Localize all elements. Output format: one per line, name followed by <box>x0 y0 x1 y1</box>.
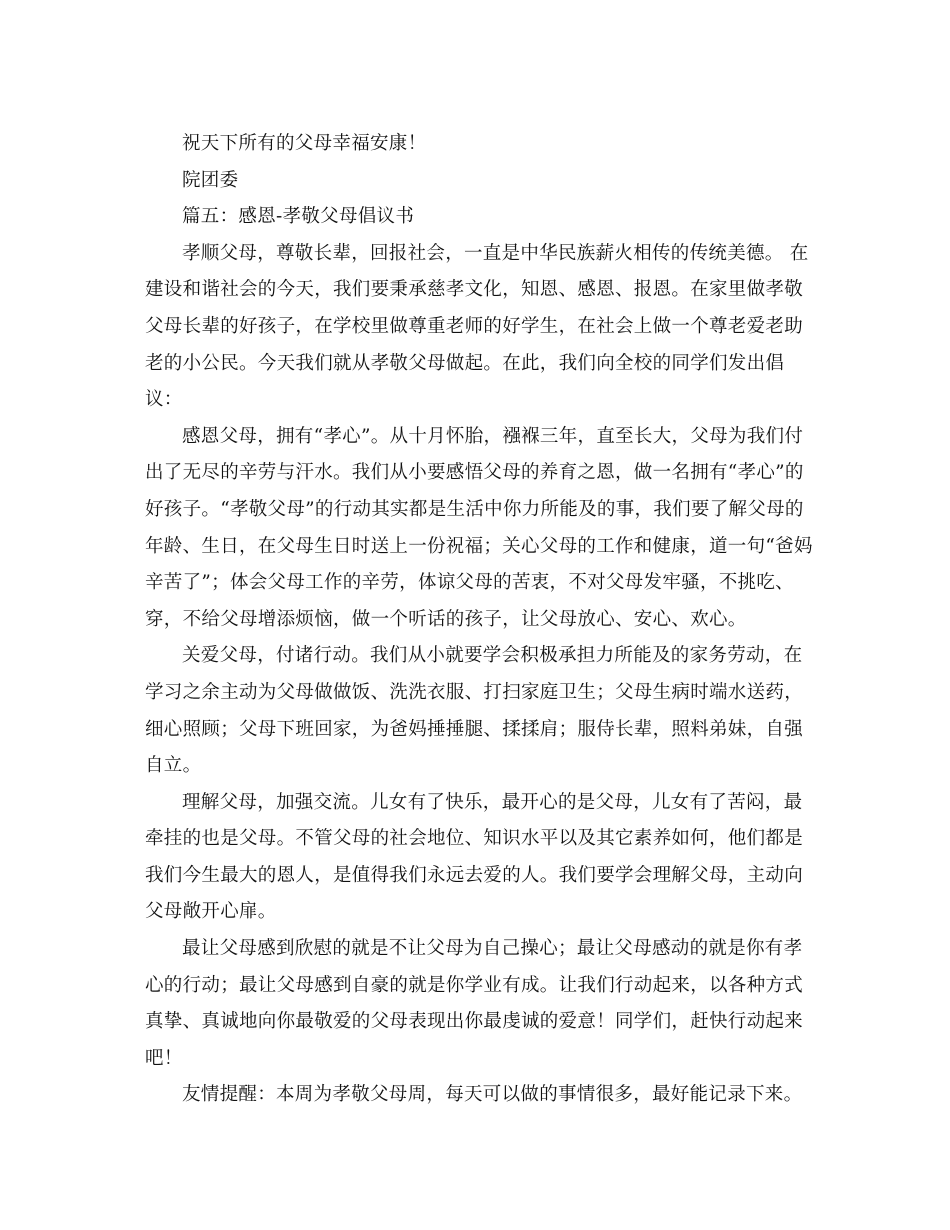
paragraph-line: 父母敞开心扉。 <box>145 901 277 923</box>
paragraph-line: 关爱父母，付诸行动。我们从小就要学会积极承担力所能及的家务劳动，在 <box>182 645 803 667</box>
paragraph-3 <box>145 638 805 784</box>
document-body <box>145 126 813 1114</box>
paragraph-2 <box>145 419 813 639</box>
paragraph-line: 穿，不给父母增添烦恼，做一个听话的孩子，让父母放心、安心、欢心。 <box>145 608 747 630</box>
paragraph-line: 牵挂的也是父母。不管父母的社会地位、知识水平以及其它素养如何，他们都是 <box>145 828 804 850</box>
paragraph-1 <box>145 236 809 419</box>
paragraph-line: 年龄、生日，在父母生日时送上一份祝福；关心父母的工作和健康，道一句“爸妈 <box>145 535 813 557</box>
paragraph-line: 好孩子。“孝敬父母”的行动其实都是生活中你力所能及的事，我们要了解父母的 <box>145 498 804 520</box>
paragraph-4 <box>145 785 805 931</box>
closing-wish: 祝天下所有的父母幸福安康！ <box>182 133 427 154</box>
paragraph-line: 孝顺父母，尊敬长辈，回报社会，一直是中华民族薪火相传的传统美德。 在 <box>182 242 809 264</box>
paragraph-line: 学习之余主动为父母做做饭、洗洗衣服、打扫家庭卫生；父母生病时端水送药， <box>145 681 804 703</box>
paragraph-line: 老的小公民。今天我们就从孝敬父母做起。在此，我们向全校的同学们发出倡 <box>145 352 785 374</box>
paragraph-line: 心的行动；最让父母感到自豪的就是你学业有成。让我们行动起来，以各种方式 <box>145 974 804 996</box>
paragraph-5 <box>145 931 805 1077</box>
paragraph-line: 辛苦了”；体会父母工作的辛劳，体谅父母的苦衷，不对父母发牢骚，不挑吃、 <box>145 572 794 594</box>
paragraph-line: 吧！ <box>145 1047 183 1069</box>
paragraph-line: 细心照顾；父母下班回家，为爸妈捶捶腿、揉揉肩；服侍长辈，照料弟妹，自强 <box>145 718 804 740</box>
paragraph-line: 最让父母感到欣慰的就是不让父母为自己操心；最让父母感动的就是你有孝 <box>182 938 803 960</box>
paragraph-line: 父母长辈的好孩子，在学校里做尊重老师的好学生，在社会上做一个尊老爱老助 <box>145 315 804 337</box>
paragraph-line: 议： <box>145 389 183 411</box>
paragraph-line: 理解父母，加强交流。儿女有了快乐，最开心的是父母，儿女有了苦闷，最 <box>182 791 803 813</box>
paragraph-6 <box>145 1077 805 1114</box>
signature: 院团委 <box>182 169 239 191</box>
paragraph-line: 建设和谐社会的今天，我们要秉承慈孝文化，知恩、感恩、报恩。在家里做孝敬 <box>145 279 804 301</box>
paragraph-line: 自立。 <box>145 755 202 777</box>
paragraph-line: 真挚、真诚地向你最敬爱的父母表现出你最虔诚的爱意！同学们，赶快行动起来 <box>145 1011 804 1033</box>
paragraph-line: 友情提醒：本周为孝敬父母周，每天可以做的事情很多，最好能记录下来。 <box>182 1084 803 1106</box>
paragraph-line: 出了无尽的辛劳与汗水。我们从小要感悟父母的养育之恩，做一名拥有“孝心”的 <box>145 462 804 484</box>
section-title: 篇五：感恩-孝敬父母倡议书 <box>182 206 415 228</box>
paragraph-line: 感恩父母，拥有“孝心”。从十月怀胎，襁褓三年，直至长大，父母为我们付 <box>182 425 804 447</box>
paragraph-line: 我们今生最大的恩人，是值得我们永远去爱的人。我们要学会理解父母，主动向 <box>145 864 804 886</box>
